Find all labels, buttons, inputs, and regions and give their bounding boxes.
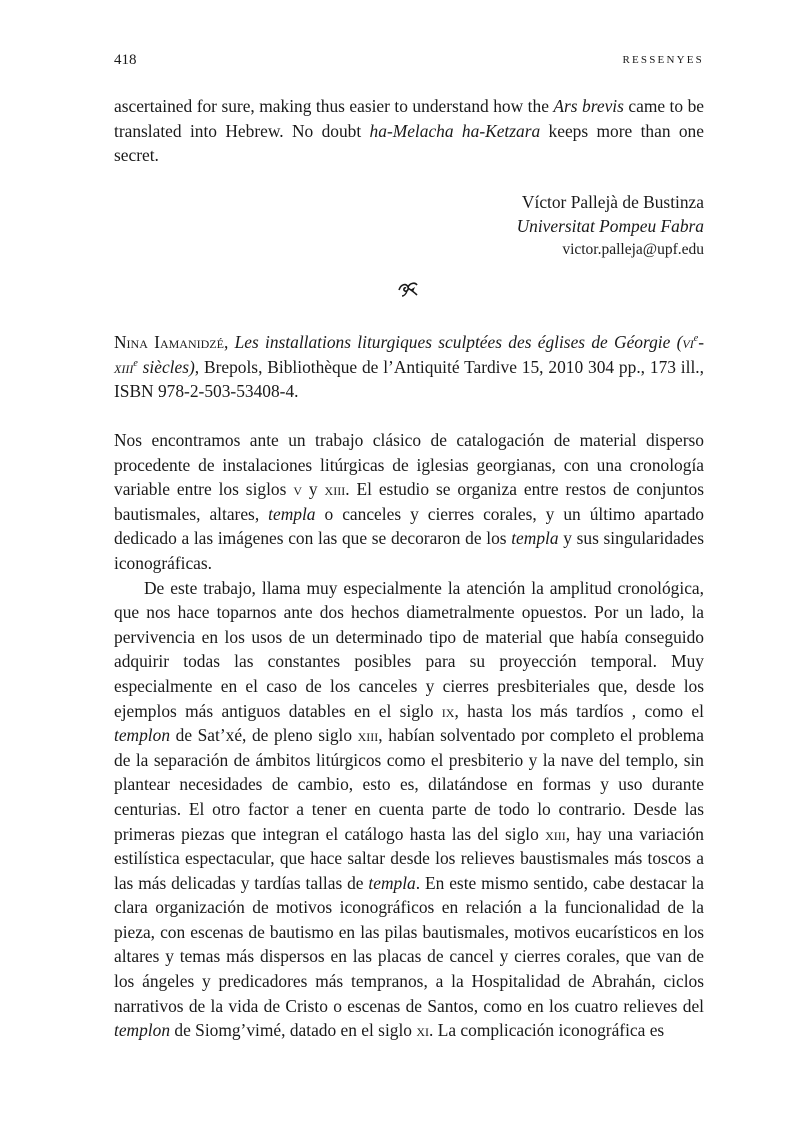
review-paragraph-2 <box>114 576 704 1043</box>
book-author: Nina Iamanidzé <box>114 332 224 352</box>
text-run: , <box>223 332 235 352</box>
superscript: e <box>133 357 138 369</box>
fleuron-icon <box>396 279 420 299</box>
text-run: . En este mismo sentido, cabe destacar la clara organización de motivos iconográficos en relación a la funcionalidad de la pieza, con escenas de bautismo en las pilas bautismales, motivos eucarísticos en los altares y temas más dispersos en las placas de cancel y cierres corales, que van de los ángeles y predicadores más tempranos, a la Hospitalidad de Abrahán, ciclos narrativos de la vida de Cristo o escenas de Santos, como en los cuatro relieves del <box>114 872 704 1016</box>
page-number: 418 <box>114 52 137 68</box>
italic-term: templon <box>114 725 171 746</box>
text-run: - <box>698 332 704 352</box>
italic-title-ars-brevis: Ars brevis <box>553 96 624 116</box>
institution-text: Universitat Pompeu Fabra <box>516 216 704 236</box>
roman-numeral: ix <box>441 700 455 721</box>
italic-term: templa <box>368 872 416 893</box>
text-run: , habían solventado por completo el problema de la separación de ámbitos litúrgicos como el presbiterio y la nave del templo, sin plantear necesidades de cambio, esto es, dilatándose en formas y uso durante centurias. El otro factor a tener en cuenta parte de todo lo contrario. Desde las primeras piezas que integran el catálogo hasta las del siglo <box>114 725 704 844</box>
text-run: ascertained for sure, making thus easier to understand how the <box>114 96 554 116</box>
reviewer-email: victor.palleja@upf.edu <box>562 241 704 258</box>
text-run: . La complicación iconográfica es <box>429 1020 665 1041</box>
italic-term: templa <box>268 503 316 524</box>
text-run: siècles) <box>137 356 195 377</box>
text-run: Les installations liturgiques sculptées des églises de Géorgie ( <box>234 332 683 352</box>
review-body <box>114 428 704 1043</box>
century-end: xiii <box>114 356 134 377</box>
publication-details: , Brepols, Bibliothèque de l’Antiquité Tardive 15, 2010 304 pp., 173 ill., ISBN 978-2-503-53408-4. <box>114 356 704 402</box>
text-run: came to be translated into Hebrew. No doubt <box>114 96 704 141</box>
text-run: , hay una variación estilística espectacular, que hace saltar desde los relieves baustismales más toscos a las más delicadas y tardías tallas de <box>114 823 704 893</box>
text-run: Nos encontramos ante un trabajo clásico de catalogación de material disperso procedente de instalaciones litúrgicas de iglesias georgianas, con una cronología variable entre los siglos <box>114 430 704 500</box>
roman-numeral: xiii <box>357 725 379 746</box>
text-run: y sus singularidades iconográficas. <box>114 528 704 573</box>
text-run: , hasta los más tardíos , como el <box>454 700 704 721</box>
text-run: . El estudio se organiza entre restos de conjuntos bautismales, altares, <box>114 479 705 524</box>
text-run: y <box>302 479 325 500</box>
text-run: De este trabajo, llama muy especialmente la atención la amplitud cronológica, que nos hace toparnos ante dos hechos diametralmente opuestos. Por un lado, la pervivencia en los usos de un determinado tipo de material que había conseguido adquirir todas las constantes posibles para su proyección temporal. Muy especialmente en el caso de los canceles y cierres presbiteriales que, desde los ejemplos más antiguos datables en el siglo <box>114 577 704 721</box>
roman-numeral: xi <box>416 1020 430 1041</box>
text-run: de Siomg’vimé, datado en el siglo <box>170 1020 417 1041</box>
reviewer-institution <box>517 214 704 238</box>
roman-numeral: xiii <box>324 479 346 500</box>
reviewer-signature <box>517 190 704 262</box>
section-label: RESSENYES <box>622 54 704 66</box>
roman-numeral: xiii <box>545 823 566 844</box>
running-head <box>114 52 704 72</box>
text-run: keeps more than one secret. <box>114 120 704 166</box>
century-start: vi <box>682 332 694 352</box>
italic-term: templon <box>114 1020 171 1041</box>
review-paragraph-1 <box>114 428 704 576</box>
continued-paragraph <box>114 94 704 168</box>
book-citation <box>114 330 704 404</box>
superscript: e <box>693 333 699 345</box>
italic-title-ha-melacha: ha-Melacha ha-Ketzara <box>369 120 541 141</box>
roman-numeral: v <box>293 479 302 500</box>
italic-term: templa <box>511 528 559 549</box>
text-run: de Sat’xé, de pleno siglo <box>170 725 358 746</box>
text-run: o canceles y cierres corales, y un último apartado dedicado a las imágenes con las que se decoraron de los <box>114 503 705 549</box>
reviewer-name: Víctor Pallejà de Bustinza <box>521 192 704 212</box>
